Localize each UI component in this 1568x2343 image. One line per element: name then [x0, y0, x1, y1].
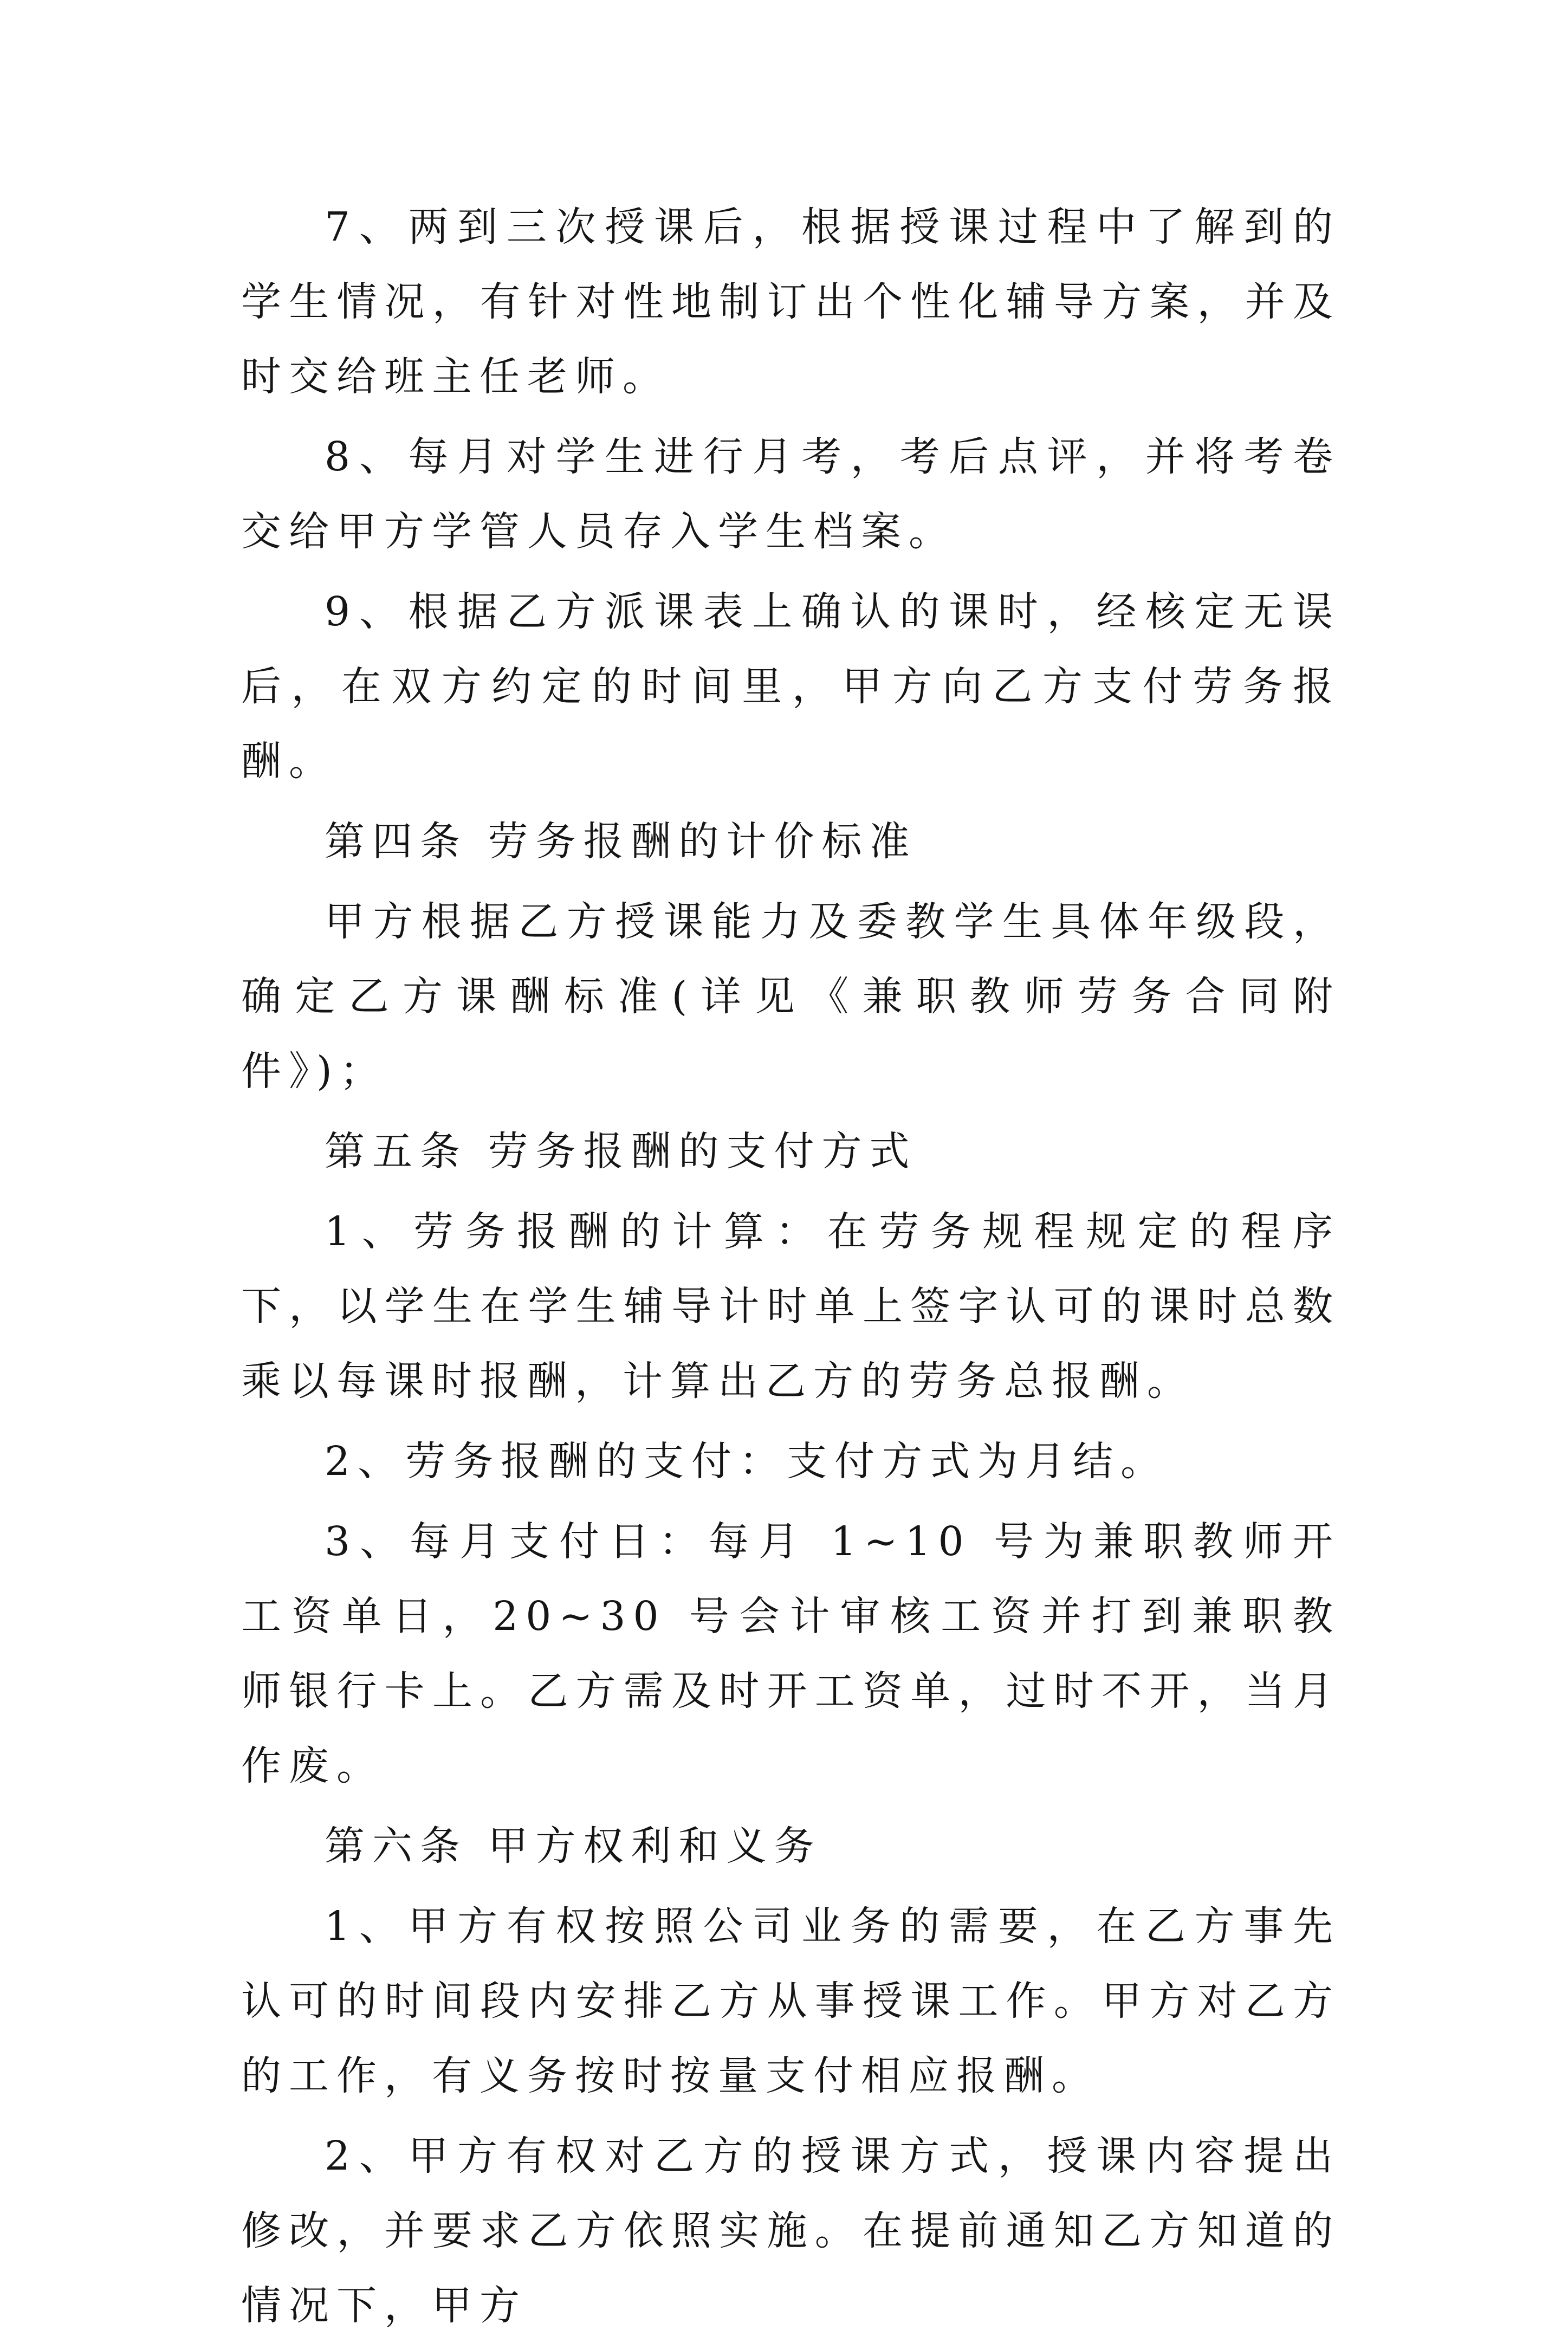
article-6-item-2: 2、甲方有权对乙方的授课方式，授课内容提出修改，并要求乙方依照实施。在提前通知乙方知道的情况下，甲方: [241, 2133, 1340, 2329]
paragraph-item-7: 7、两到三次授课后，根据授课过程中了解到的学生情况，有针对性地制订出个性化辅导方案，并及时交给班主任老师。: [241, 204, 1340, 400]
article-6-heading: 第六条 甲方权利和义务: [325, 1823, 822, 1869]
article-4-heading: 第四条 劳务报酬的计价标准: [325, 818, 917, 865]
paragraph-item-8: 8、每月对学生进行月考，考后点评，并将考卷交给甲方学管人员存入学生档案。: [241, 433, 1340, 555]
article-5-item-3: 3、每月支付日：每月 1~10 号为兼职教师开工资单日，20~30 号会计审核工资并打到兼职教师银行卡上。乙方需及时开工资单，过时不开，当月作废。: [241, 1518, 1340, 1789]
paragraph-item-9: 9、根据乙方派课表上确认的课时，经核定无误后，在双方约定的时间里，甲方向乙方支付劳务报酬。: [241, 588, 1340, 785]
article-5-heading: 第五条 劳务报酬的支付方式: [325, 1128, 917, 1175]
article-5-item-1: 1、劳务报酬的计算：在劳务规程规定的程序下，以学生在学生辅导计时单上签字认可的课时总数乘以每课时报酬，计算出乙方的劳务总报酬。: [241, 1208, 1340, 1404]
article-4-body: 甲方根据乙方授课能力及委教学生具体年级段，确定乙方课酬标准(详见《兼职教师劳务合同附件》)；: [241, 898, 1340, 1095]
article-5-item-2: 2、劳务报酬的支付：支付方式为月结。: [325, 1438, 1169, 1485]
article-6-item-1: 1、甲方有权按照公司业务的需要，在乙方事先认可的时间段内安排乙方从事授课工作。甲方对乙方的工作，有义务按时按量支付相应报酬。: [241, 1903, 1340, 2099]
